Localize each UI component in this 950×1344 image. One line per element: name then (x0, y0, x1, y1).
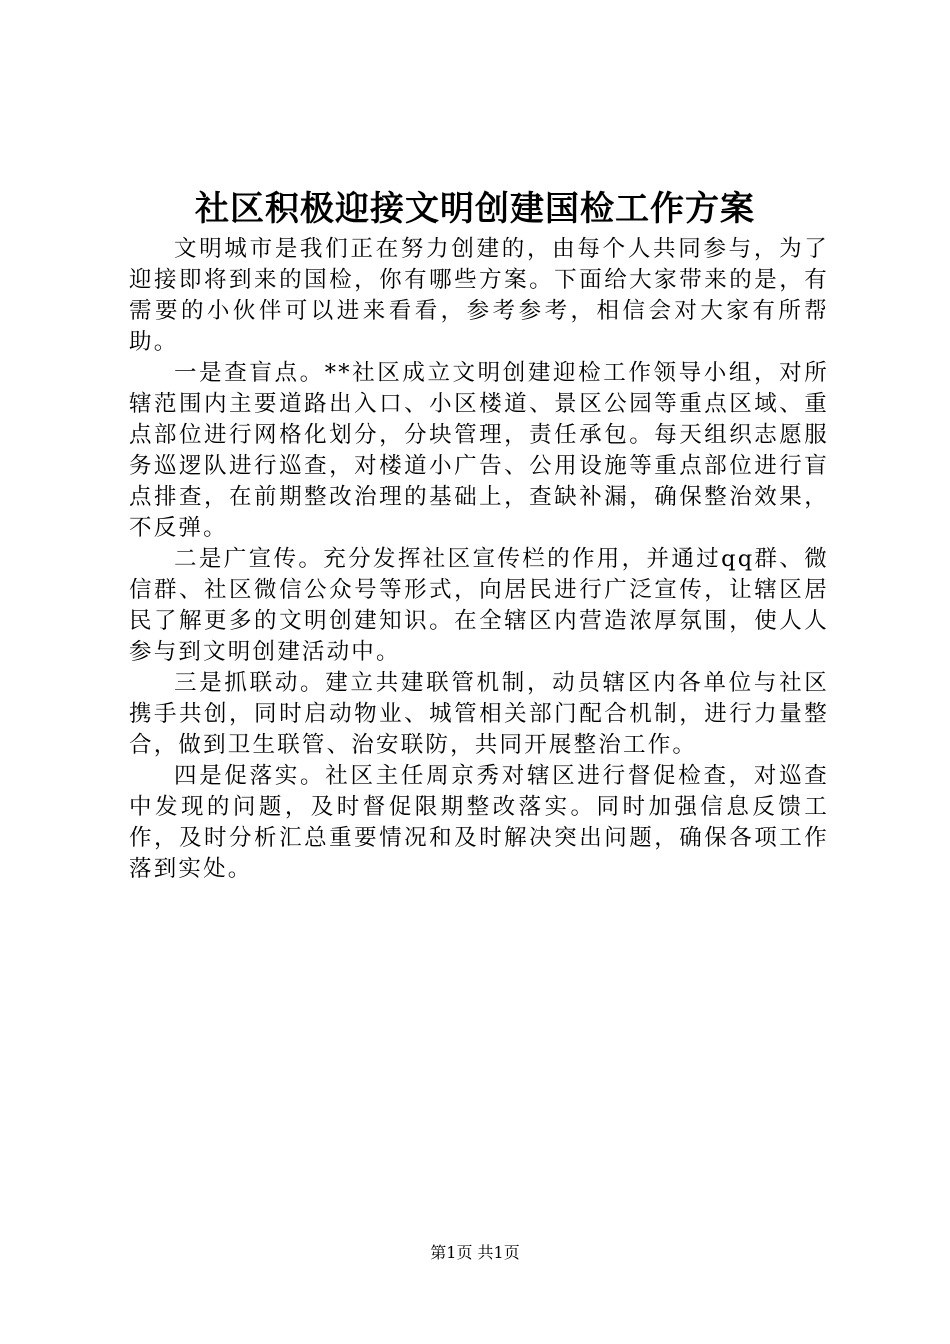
paragraph-point-1: 一是查盲点。**社区成立文明创建迎检工作领导小组，对所辖范围内主要道路出入口、小区楼道、景区公园等重点区域、重点部位进行网格化划分，分块管理，责任承包。每天组织志愿服务巡逻队进行巡查，对楼道小广告、公用设施等重点部位进行盲点排查，在前期整改治理的基础上，查缺补漏，确保整治效果，不反弹。 (129, 360, 829, 541)
page-number: 第1页 (430, 1243, 473, 1262)
paragraph-point-3: 三是抓联动。建立共建联管机制，动员辖区内各单位与社区携手共创，同时启动物业、城管相关部门配合机制，进行力量整合，做到卫生联管、治安联防，共同开展整治工作。 (129, 670, 829, 758)
page-footer (0, 1241, 950, 1265)
paragraph-point-4: 四是促落实。社区主任周京秀对辖区进行督促检查，对巡查中发现的问题，及时督促限期整改落实。同时加强信息反馈工作，及时分析汇总重要情况和及时解决突出问题，确保各项工作落到实处。 (129, 763, 829, 882)
page-total: 共1页 (477, 1243, 520, 1262)
document-title: 社区积极迎接文明创建国检工作方案 (195, 189, 755, 229)
paragraph-intro: 文明城市是我们正在努力创建的，由每个人共同参与，为了迎接即将到来的国检，你有哪些方案。下面给大家带来的是，有需要的小伙伴可以进来看看，参考参考，相信会对大家有所帮助。 (129, 236, 829, 355)
document-body (129, 234, 829, 885)
paragraph-point-2: 二是广宣传。充分发挥社区宣传栏的作用，并通过qq群、微信群、社区微信公众号等形式，向居民进行广泛宣传，让辖区居民了解更多的文明创建知识。在全辖区内营造浓厚氛围，使人人参与到文明创建活动中。 (129, 546, 829, 665)
